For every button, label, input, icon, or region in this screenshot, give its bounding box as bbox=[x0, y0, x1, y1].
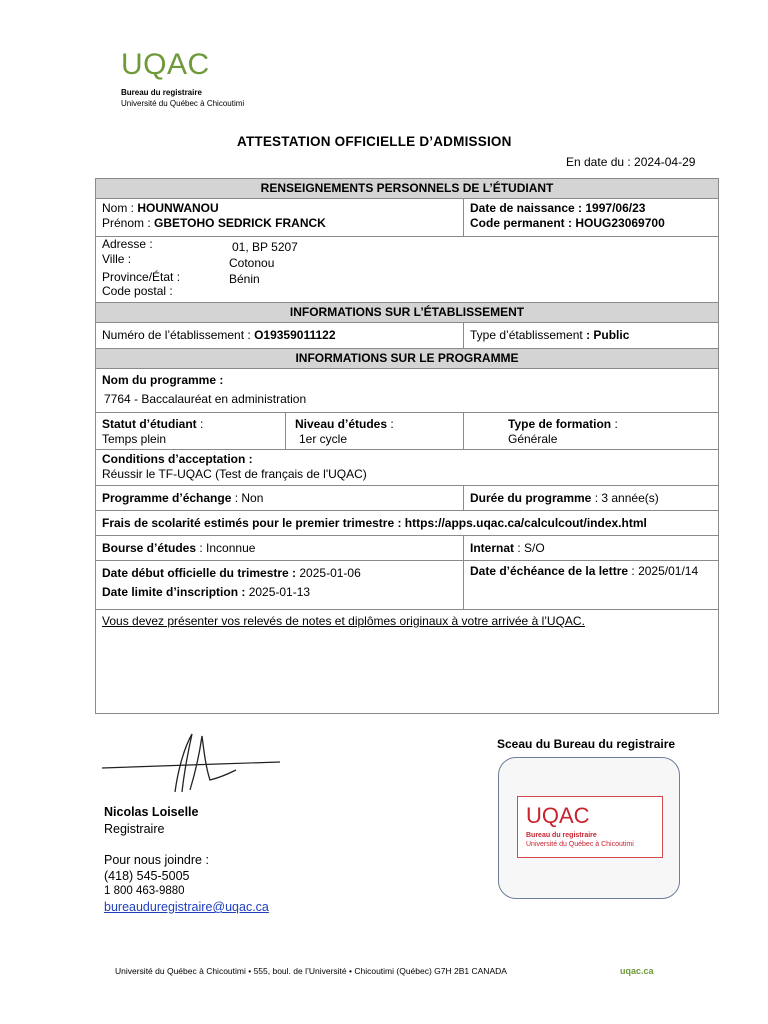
address-cell bbox=[96, 237, 719, 303]
page-title: ATTESTATION OFFICIELLE D’ADMISSION bbox=[237, 134, 512, 149]
institution-type-label: Type d’établissement bbox=[470, 328, 587, 342]
residence-label: Internat bbox=[470, 540, 515, 555]
letter-expiry-cell bbox=[464, 561, 719, 610]
bursary-value: : Inconnue bbox=[196, 540, 256, 555]
seal-logo: UQAC bbox=[526, 803, 590, 828]
formation-cell bbox=[464, 413, 719, 450]
duration-cell bbox=[464, 486, 719, 511]
conditions-value: Réussir le TF-UQAC (Test de français de l'UQAC) bbox=[102, 467, 367, 481]
footer-site-link[interactable]: uqac.ca bbox=[620, 966, 654, 976]
postal-label: Code postal : bbox=[102, 284, 173, 298]
bursary-label: Bourse d’études bbox=[102, 540, 197, 555]
seal-label: Sceau du Bureau du registraire bbox=[497, 737, 676, 751]
nom-label: Nom : bbox=[102, 201, 138, 215]
exchange-cell bbox=[96, 486, 464, 511]
conditions-label: Conditions d’acceptation : bbox=[102, 452, 253, 466]
exchange-value: : Non bbox=[231, 490, 264, 505]
program-section-heading: INFORMATIONS SUR LE PROGRAMME bbox=[96, 349, 719, 369]
ville-value: Cotonou bbox=[229, 256, 275, 270]
institution-number-value: O19359011122 bbox=[254, 328, 336, 342]
footer-address: Université du Québec à Chicoutimi • 555, boul. de l’Université • Chicoutimi (Québec) G7H 2B1 CANADA bbox=[115, 966, 507, 976]
province-value: Bénin bbox=[229, 272, 260, 286]
status-value: Temps plein bbox=[102, 432, 167, 446]
admission-form bbox=[95, 178, 719, 714]
prenom-value: GBETOHO SEDRICK FRANCK bbox=[154, 216, 326, 230]
formation-label: Type de formation bbox=[508, 417, 612, 431]
status-colon: : bbox=[196, 417, 204, 431]
institution-section-heading: INFORMATIONS SUR L’ÉTABLISSEMENT bbox=[96, 303, 719, 323]
fees-cell: Frais de scolarité estimés pour le premier trimestre : https://apps.uqac.ca/calculcout/index.html bbox=[96, 511, 719, 536]
issue-date: En date du : 2024-04-29 bbox=[566, 155, 696, 169]
institution-type-cell bbox=[464, 323, 719, 349]
header-office: Bureau du registraire bbox=[121, 88, 202, 97]
term-start-label: Date début officielle du trimestre : bbox=[102, 566, 300, 580]
term-dates-cell bbox=[96, 561, 464, 610]
birth-date: Date de naissance : 1997/06/23 bbox=[470, 201, 646, 215]
registrar-role: Registraire bbox=[104, 822, 165, 836]
formation-colon: : bbox=[611, 417, 618, 431]
letter-expiry-value: : 2025/01/14 bbox=[628, 564, 699, 578]
institution-type-value: : Public bbox=[586, 328, 630, 342]
level-value: 1er cycle bbox=[299, 432, 348, 446]
registration-deadline-value: 2025-01-13 bbox=[248, 585, 311, 599]
contact-phone: (418) 545-5005 bbox=[104, 869, 190, 883]
bursary-cell bbox=[96, 536, 464, 561]
registrar-name: Nicolas Loiselle bbox=[104, 805, 199, 819]
registration-deadline-label: Date limite d’inscription : bbox=[102, 585, 249, 599]
level-colon: : bbox=[387, 417, 394, 431]
program-name-cell bbox=[96, 369, 719, 413]
prenom-label: Prénom : bbox=[102, 216, 155, 230]
adresse-label: Adresse : bbox=[102, 237, 153, 251]
residence-value: : S/O bbox=[514, 540, 545, 555]
status-label: Statut d’étudiant bbox=[102, 417, 197, 431]
level-cell bbox=[286, 413, 464, 450]
nom-value: HOUNWANOU bbox=[137, 201, 219, 215]
ville-label: Ville : bbox=[102, 252, 132, 266]
uqac-logo: UQAC bbox=[121, 48, 210, 81]
institution-number-label: Numéro de l’établissement : bbox=[102, 328, 255, 342]
seal-inner-frame bbox=[517, 796, 663, 858]
permanent-code: Code permanent : HOUG23069700 bbox=[470, 216, 665, 230]
name-cell bbox=[96, 199, 464, 237]
program-name-value: 7764 - Baccalauréat en administration bbox=[104, 392, 307, 406]
student-section-heading: RENSEIGNEMENTS PERSONNELS DE L’ÉTUDIANT bbox=[96, 179, 719, 199]
seal-office: Bureau du registraire bbox=[526, 832, 597, 839]
originals-note: Vous devez présenter vos relevés de notes et diplômes originaux à votre arrivée à l’UQAC. bbox=[102, 614, 585, 628]
note-cell bbox=[96, 610, 719, 714]
seal-university: Université du Québec à Chicoutimi bbox=[526, 841, 634, 848]
duration-value: : 3 année(s) bbox=[591, 490, 659, 505]
contact-tollfree: 1 800 463-9880 bbox=[104, 885, 185, 897]
residence-cell bbox=[464, 536, 719, 561]
letter-expiry-label: Date d’échéance de la lettre bbox=[470, 564, 629, 578]
contact-label: Pour nous joindre : bbox=[104, 853, 209, 867]
term-start-value: 2025-01-06 bbox=[299, 566, 361, 580]
conditions-cell bbox=[96, 450, 719, 486]
exchange-label: Programme d’échange bbox=[102, 490, 232, 505]
duration-label: Durée du programme bbox=[470, 490, 592, 505]
province-label: Province/État : bbox=[102, 270, 181, 284]
birth-cell bbox=[464, 199, 719, 237]
institution-number-cell bbox=[96, 323, 464, 349]
formation-value: Générale bbox=[508, 432, 558, 446]
adresse-value: 01, BP 5207 bbox=[232, 240, 298, 254]
header-university: Université du Québec à Chicoutimi bbox=[121, 99, 245, 108]
status-cell bbox=[96, 413, 286, 450]
registrar-seal bbox=[498, 757, 680, 899]
level-label: Niveau d’études bbox=[295, 417, 388, 431]
registrar-signature bbox=[100, 730, 290, 800]
contact-email-link[interactable]: bureauduregistraire@uqac.ca bbox=[104, 900, 269, 914]
program-name-label: Nom du programme : bbox=[102, 373, 224, 387]
